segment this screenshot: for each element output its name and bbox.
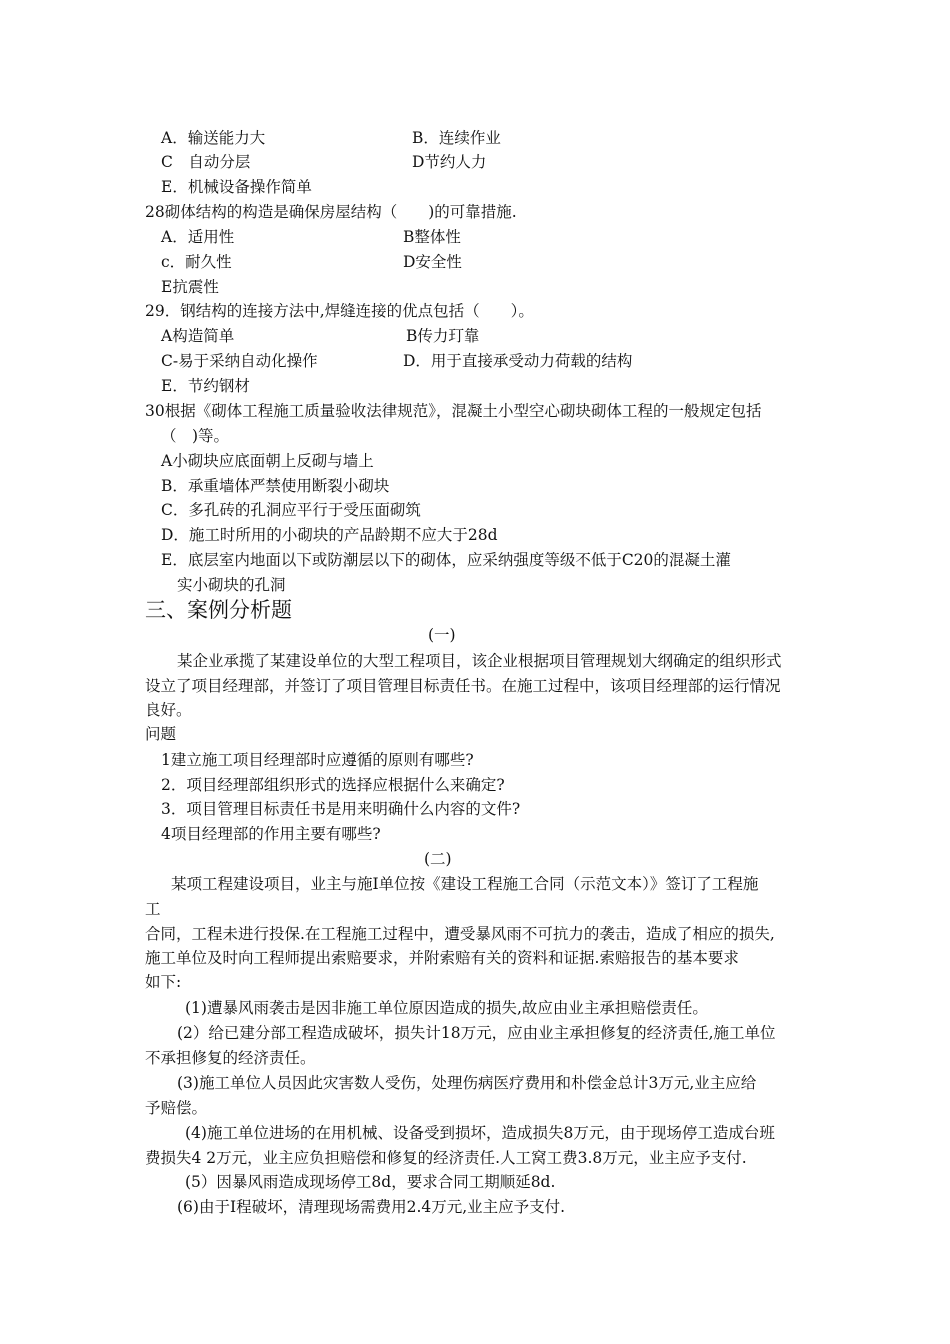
q27-option-a: A．输送能力大	[161, 129, 266, 147]
case2-intro-line1: 某项工程建设项目，业主与施Ⅰ单位按《建设工程施工合同（示范文本）》签订了工程施	[171, 875, 759, 893]
q27-option-c: C 自动分层	[161, 153, 251, 171]
case1-question-2: 2．项目经理部组织形式的选择应根据什么来确定?	[161, 776, 505, 794]
q27-option-d: D节约人力	[412, 153, 487, 171]
case2-item-4-line1: (4)施工单位进场的在用机械、设备受到损坏，造成损失8万元，由于现场停工造成台班	[185, 1124, 775, 1142]
q28-option-d: D安全性	[403, 253, 462, 271]
q29-stem: 29．钢结构的连接方法中,焊缝连接的优点包括（ ）。	[145, 302, 534, 320]
q30-stem-line1: 30根据《砌体工程施工质量验收法律规范》，混凝土小型空心砌块砌体工程的一般规定包括	[145, 402, 762, 420]
q27-option-e: E．机械设备操作简单	[161, 178, 312, 196]
q29-option-b: B传力玎靠	[406, 327, 480, 345]
q27-option-b: B．连续作业	[412, 129, 501, 147]
case1-paragraph-line3: 良好。	[145, 701, 192, 719]
case1-question-4: 4项目经理部的作用主要有哪些?	[161, 825, 381, 843]
case2-intro-line2: 工	[145, 900, 161, 918]
q30-option-c: C．多孔砖的孔洞应平行于受压面砌筑	[161, 501, 421, 519]
case1-questions-label: 问题	[145, 725, 177, 743]
q30-option-e-line1: E．底层室内地面以下或防潮层以下的砌体，应采纳强度等级不低于C20的混凝土灌	[161, 551, 731, 569]
q30-option-a: A小砌块应底面朝上反砌与墙上	[161, 452, 374, 470]
case2-item-6: (6)由于Ⅰ程破坏，清理现场需费用2.4万元,业主应予支付.	[177, 1198, 566, 1216]
q29-option-d: D．用于直接承受动力荷载的结构	[403, 352, 633, 370]
case1-number: (一)	[428, 626, 456, 644]
q30-option-d: D．施工时所用的小砌块的产品龄期不应大于28d	[161, 526, 498, 544]
case2-item-5: (5）因暴风雨造成现场停工8d，要求合同工期顺延8d.	[185, 1173, 556, 1191]
q28-option-e: E抗震性	[161, 278, 219, 296]
case1-question-1: 1建立施工项目经理部时应遵循的原则有哪些?	[161, 751, 474, 769]
case2-number: (二)	[424, 850, 452, 868]
case1-question-3: 3．项目管理目标责任书是用来明确什么内容的文件?	[161, 800, 521, 818]
case1-paragraph-line2: 设立了项目经理部，并签订了项目管理目标责任书。在施工过程中，该项目经理部的运行情况	[145, 677, 781, 695]
case2-item-2-line1: (2）给已建分部工程造成破坏，损失计18万元，应由业主承担修复的经济责任,施工单位	[177, 1024, 776, 1042]
q28-option-a: A．适用性	[161, 228, 235, 246]
case2-item-3-line2: 予赔偿。	[145, 1099, 208, 1117]
case1-paragraph-line1: 某企业承揽了某建设单位的大型工程项目，该企业根据项目管理规划大纲确定的组织形式	[177, 652, 782, 670]
q30-option-b: B．承重墙体严禁使用断裂小砌块	[161, 477, 390, 495]
q29-option-c: C-易于采纳自动化操作	[161, 352, 318, 370]
section-heading: 三、案例分析题	[145, 598, 292, 622]
q28-stem: 28砌体结构的构造是确保房屋结构（ )的可靠措施.	[145, 203, 517, 221]
q29-option-e: E．节约钢材	[161, 377, 250, 395]
q30-stem-line2: （ )等。	[161, 427, 230, 445]
case2-intro-line4: 施工单位及时向工程师提出索赔要求，并附索赔有关的资料和证据.索赔报告的基本要求	[145, 949, 739, 967]
q30-option-e-line2: 实小砌块的孔洞	[177, 576, 286, 594]
q28-option-b: B整体性	[403, 228, 461, 246]
q28-option-c: c．耐久性	[161, 253, 232, 271]
case2-item-4-line2: 费损失4 2万元，业主应负担赔偿和修复的经济责任.人工窝工费3.8万元，业主应予支付.	[145, 1149, 747, 1167]
case2-item-1: (1)遭暴风雨袭击是因非施工单位原因造成的损失,故应由业主承担赔偿责任。	[185, 999, 708, 1017]
case2-item-2-line2: 不承担修复的经济责任。	[145, 1049, 316, 1067]
case2-intro-line3: 合同，工程未进行投保.在工程施工过程中，遭受暴风雨不可抗力的袭击，造成了相应的损失,	[145, 925, 775, 943]
q29-option-a: A构造简单	[161, 327, 235, 345]
case2-intro-line5: 如下:	[145, 973, 182, 991]
case2-item-3-line1: (3)施工单位人员因此灾害数人受伤，处理伤病医疗费用和朴偿金总计3万元,业主应给	[177, 1074, 757, 1092]
